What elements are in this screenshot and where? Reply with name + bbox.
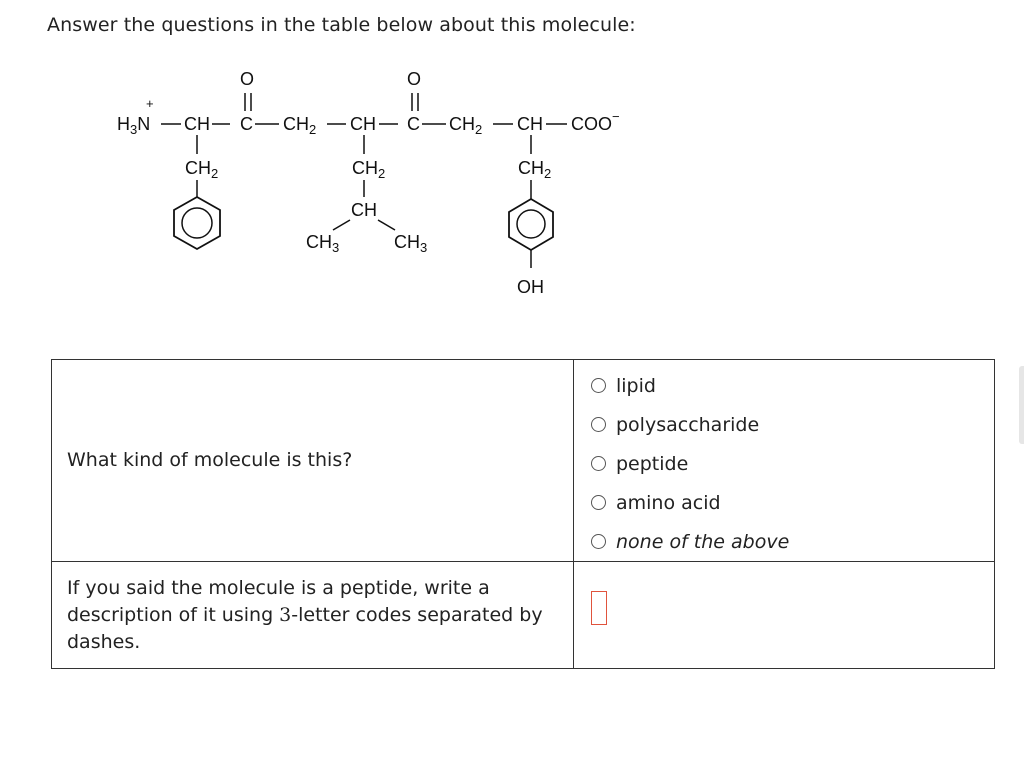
radio-button[interactable] <box>591 534 606 549</box>
side-ch2-2 <box>352 158 385 181</box>
carboxylate-group <box>571 109 620 134</box>
backbone-ch2-2 <box>449 114 482 137</box>
benzene-ring-1 <box>174 197 220 249</box>
radio-button[interactable] <box>591 378 606 393</box>
nh3-plus-charge: + <box>146 96 154 111</box>
svg-text:CH3: $CH_3$ <box>306 232 340 255</box>
answer-cell <box>574 562 995 669</box>
methyl-2 <box>394 232 427 255</box>
option-peptide[interactable]: peptide <box>591 444 994 483</box>
question-row-1 <box>52 360 995 562</box>
option-polysaccharide[interactable]: polysaccharide <box>591 405 994 444</box>
radio-button[interactable] <box>591 456 606 471</box>
svg-text:COO−: COO− <box>571 109 620 134</box>
question-row-2 <box>52 562 995 669</box>
isobutyl-ch: CH <box>351 200 377 220</box>
carbonyl-c-1: C <box>240 114 253 134</box>
svg-text:CH2: $CH_2$ <box>518 158 552 181</box>
question-peptide-description: If you said the molecule is a peptide, write a description of it using 3-letter codes separated by dashes. <box>52 562 574 669</box>
svg-text:H3N: $H_3N$ <box>117 114 151 137</box>
nh3-group <box>117 114 150 137</box>
radio-button[interactable] <box>591 495 606 510</box>
carbonyl-o-2: O <box>407 69 422 89</box>
option-none-of-the-above[interactable]: none of the above <box>591 522 994 561</box>
side-scroll-tab[interactable] <box>1019 366 1024 444</box>
radio-button[interactable] <box>591 417 606 432</box>
molecule-type-options <box>574 360 995 562</box>
side-ch2-1 <box>185 158 218 181</box>
svg-text:CH2: $CH_2$ <box>352 158 386 181</box>
question-molecule-type: What kind of molecule is this? <box>52 360 574 562</box>
methyl-1 <box>306 232 339 255</box>
question-prompt: Answer the questions in the table below about this molecule: <box>47 14 636 36</box>
molecule-structure <box>100 60 660 310</box>
side-ch2-3 <box>518 158 551 181</box>
option-lipid[interactable]: lipid <box>591 366 994 405</box>
svg-text:CH2: $CH_2$ <box>449 114 483 137</box>
question-table <box>51 359 995 669</box>
svg-text:CH2: $CH_2$ <box>185 158 219 181</box>
alpha-ch-3: CH <box>517 114 543 134</box>
alpha-ch-1: CH <box>184 114 210 134</box>
option-amino-acid[interactable]: amino acid <box>591 483 994 522</box>
answer-text-input[interactable] <box>591 591 607 625</box>
svg-text:CH3: $CH_3$ <box>394 232 428 255</box>
hydroxyl-group: OH <box>517 277 544 297</box>
benzene-ring-2 <box>509 199 553 250</box>
backbone-ch2-1 <box>283 114 316 137</box>
svg-text:CH2: $CH_2$ <box>283 114 317 137</box>
carbonyl-c-2: C <box>407 114 420 134</box>
alpha-ch-2: CH <box>350 114 376 134</box>
carbonyl-o-1: O <box>240 69 255 89</box>
radio-group <box>574 360 994 561</box>
